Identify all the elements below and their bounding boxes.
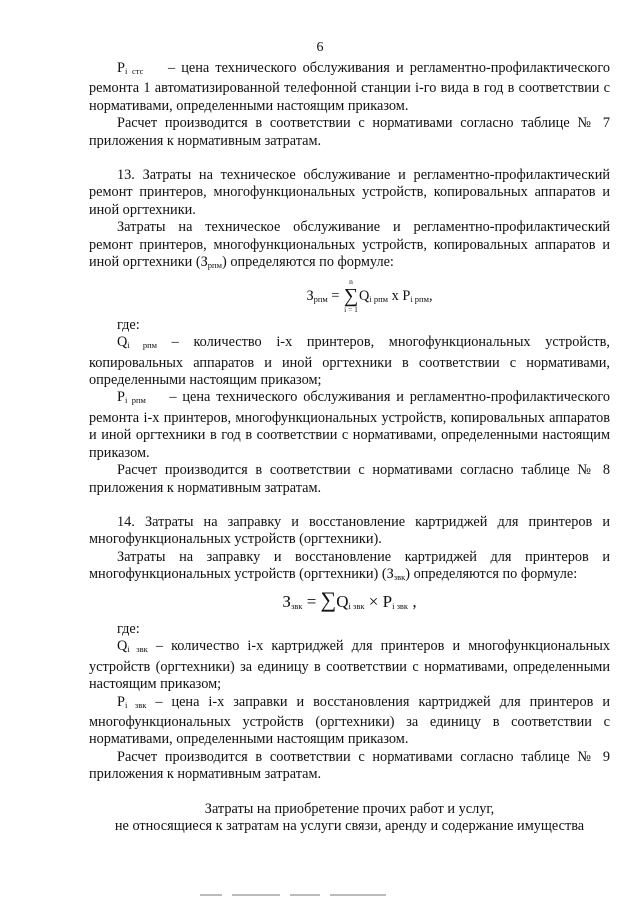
sum-upper-limit: n: [349, 277, 353, 287]
symbol-p: P: [117, 693, 125, 710]
sigma-glyph: ∑: [343, 285, 359, 308]
formula-equals: =: [327, 288, 344, 305]
page-number: 6: [316, 40, 324, 55]
intro-text: Затраты на заправку и восстановление картриджей для принтеров и многофункциональных устройств (оргтехники) (З: [89, 548, 610, 583]
subheading-line-2: не относящиеся к затратам на услуги связи, аренду и содержание имущества: [114, 818, 585, 835]
formula-times: x: [388, 288, 403, 305]
formula-q: Q: [359, 288, 370, 305]
section-14-intro: [89, 549, 610, 587]
formula-times: ×: [364, 591, 383, 611]
definition-text: – цена технического обслуживания и регламентно-профилактического ремонта i-х принтеров, многофункциональных устройств, копировальных аппаратов и иной оргтехники в год в соответствии с нормативами, определенными настоящим приказом.: [89, 389, 611, 461]
section-13-heading: 13. Затраты на техническое обслуживание и регламентно-профилактический ремонт принтеров, многофункциональных устройств, копировальных аппаратов и иной оргтехники.: [89, 167, 610, 218]
page-content: [89, 60, 610, 835]
formula-lhs: З: [282, 591, 291, 611]
formula-rpm: [89, 277, 610, 315]
formula-q-subscript: i звк: [348, 600, 365, 611]
symbol-p: P: [117, 60, 125, 76]
formula-lhs: З: [306, 288, 314, 305]
symbol-subscript: i звк: [124, 699, 147, 710]
subheading-line-1: Затраты на приобретение прочих работ и услуг,: [204, 800, 495, 817]
formula-p-subscript: i рпм: [410, 294, 429, 305]
intro-text: Затраты на техническое обслуживание и регламентно-профилактический ремонт принтеров, многофункциональных устройств, копировальных аппаратов и иной оргтехники (З: [89, 219, 610, 271]
definition-text: – количество i-х картриджей для принтеров и многофункциональных устройств (оргтехники) за единицу в соответствии с нормативами, определенными настоящим приказом;: [89, 638, 610, 693]
paragraph-calc-table9: Расчет производится в соответствии с нормативами согласно таблице № 9 приложения к нормативным затратам.: [89, 748, 610, 783]
formula-q-subscript: i рпм: [369, 294, 389, 305]
sigma-glyph: ∑: [320, 586, 337, 612]
formula-lhs-subscript: рпм: [313, 294, 328, 305]
intro-subscript: звк: [393, 572, 406, 583]
symbol-q: Q: [117, 334, 128, 351]
symbol-p: P: [117, 389, 125, 406]
paragraph-calc-table8: Расчет производится в соответствии с нормативами согласно таблице № 8 приложения к нормативным затратам.: [89, 462, 610, 496]
definition-p-rpm: [89, 389, 610, 462]
section-14-heading: 14. Затраты на заправку и восстановление картриджей для принтеров и многофункциональных устройств (оргтехники).: [89, 513, 610, 548]
formula-end: ,: [428, 288, 433, 305]
definition-p-zvk: [89, 694, 610, 749]
symbol-subscript: i рпм: [127, 340, 158, 351]
intro-text-end: ) определяются по формуле:: [221, 254, 394, 271]
symbol-subscript: i звк: [127, 644, 148, 655]
paragraph-calc-table7: Расчет производится в соответствии с нормативами согласно таблице № 7 приложения к нормативным затратам.: [89, 115, 610, 149]
definition-text: – количество i-х принтеров, многофункциональных устройств, копировальных аппаратов и иной оргтехники в соответствии с нормативами, определенными настоящим приказом;: [89, 334, 610, 389]
definition-text: – цена i-х заправки и восстановления картриджей для принтеров и многофункциональных устройств (оргтехники) за единицу в соответствии с нормативами, определенными настоящим приказом.: [89, 693, 610, 748]
section-13-intro: [89, 219, 610, 274]
intro-text-end: ) определяются по формуле:: [405, 566, 578, 583]
formula-lhs-subscript: звк: [290, 600, 303, 611]
formula-q: Q: [336, 591, 349, 611]
scan-artifact-marks: [200, 894, 460, 902]
intro-subscript: рпм: [207, 260, 222, 271]
symbol-subscript: i стс: [124, 66, 144, 76]
where-label: где:: [117, 620, 140, 637]
formula-p-subscript: i звк: [392, 600, 409, 611]
symbol-q: Q: [117, 638, 128, 655]
definition-q-zvk: [89, 638, 610, 693]
definition-q-rpm: [89, 334, 610, 389]
paragraph-price-ats: [89, 60, 610, 115]
formula-p: P: [382, 591, 393, 611]
sum-symbol: [343, 277, 359, 315]
formula-equals: =: [302, 591, 321, 611]
formula-p: P: [402, 288, 411, 305]
where-label: где:: [117, 316, 140, 333]
sum-lower-limit: i = 1: [344, 305, 358, 315]
formula-end: ,: [408, 591, 417, 611]
formula-zvk: [89, 586, 610, 615]
symbol-subscript: i рпм: [124, 395, 146, 406]
definition-text: – цена технического обслуживания и регламентно-профилактического ремонта 1 автоматизированной телефонной станции i-го вида в год в соответствии с нормативами, определенными настоящим приказом.: [89, 60, 610, 114]
